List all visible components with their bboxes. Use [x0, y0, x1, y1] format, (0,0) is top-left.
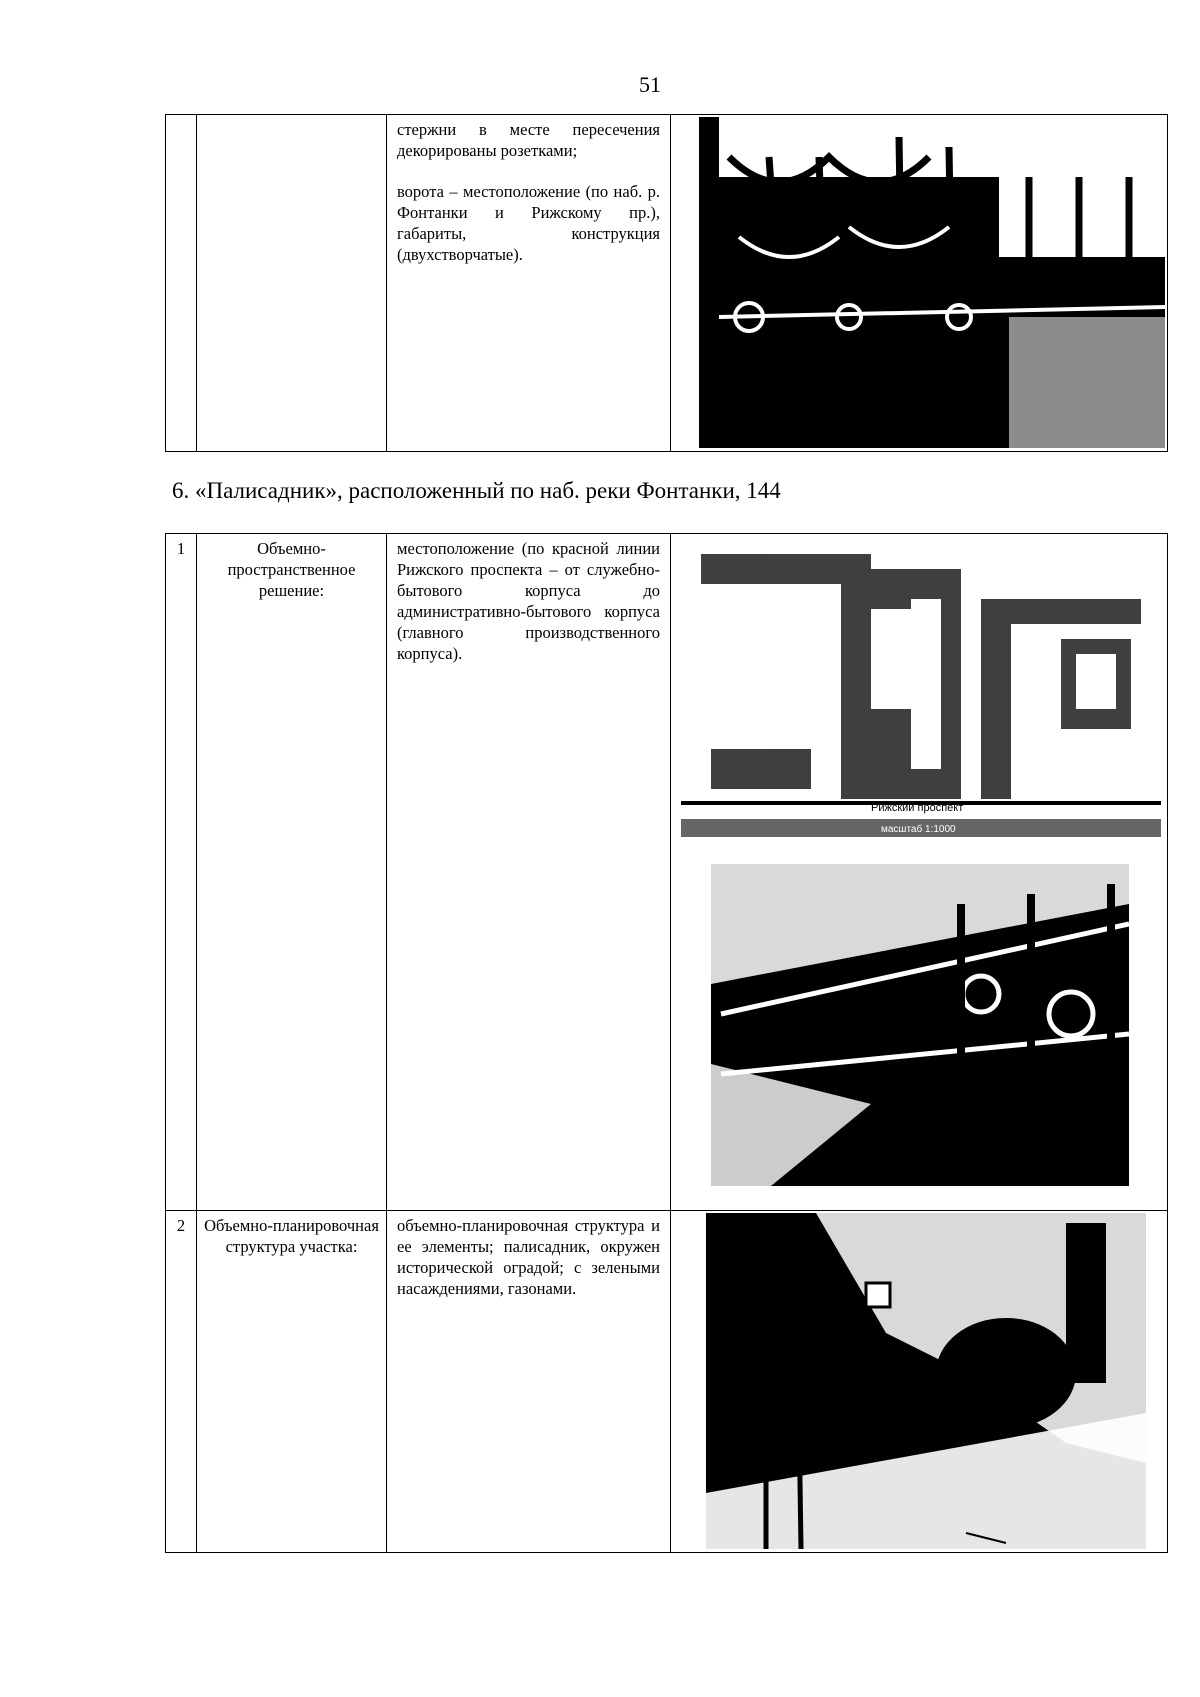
map-scale-label: масштаб 1:1000 — [881, 824, 956, 835]
description-cell — [387, 115, 671, 452]
row-number: 2 — [166, 1211, 197, 1553]
gate-text: ворота – местоположение (по наб. р. Фонтанки и Рижскому пр.), габариты, конструкция (двухстворчатые). — [397, 182, 660, 264]
section-heading: 6. «Палисадник», расположенный по наб. реки Фонтанки, 144 — [172, 478, 781, 503]
photo-cell — [671, 1211, 1168, 1553]
palisade-table — [165, 533, 1168, 1553]
number-cell — [166, 115, 197, 452]
page-number: 51 — [639, 72, 661, 97]
name-cell — [197, 115, 387, 452]
site-plan-map — [681, 539, 1161, 837]
street-palisade-photo — [706, 1213, 1146, 1549]
fence-gate-photo — [699, 117, 1165, 448]
continuation-table — [165, 114, 1168, 452]
row-number: 1 — [166, 534, 197, 1211]
photo-cell — [671, 534, 1168, 1211]
rods-text: стержни в месте пересечения декорированы розетками; — [397, 120, 660, 160]
row-name: Объемно-пространственное решение: — [197, 534, 387, 1211]
fence-perspective-photo — [711, 864, 1129, 1186]
row-name: Объемно-планировочная структура участка: — [197, 1211, 387, 1553]
row-description: местоположение (по красной линии Рижского проспекта – от служебно-бытового корпуса до административно-бытового корпуса (главного производственного корпуса). — [387, 534, 671, 1211]
photo-cell — [671, 115, 1168, 452]
map-street-label: Рижский проспект — [871, 802, 964, 814]
row-description: объемно-планировочная структура и ее элементы; палисадник, окружен исторической оградой; с зелеными насаждениями, газонами. — [387, 1211, 671, 1553]
